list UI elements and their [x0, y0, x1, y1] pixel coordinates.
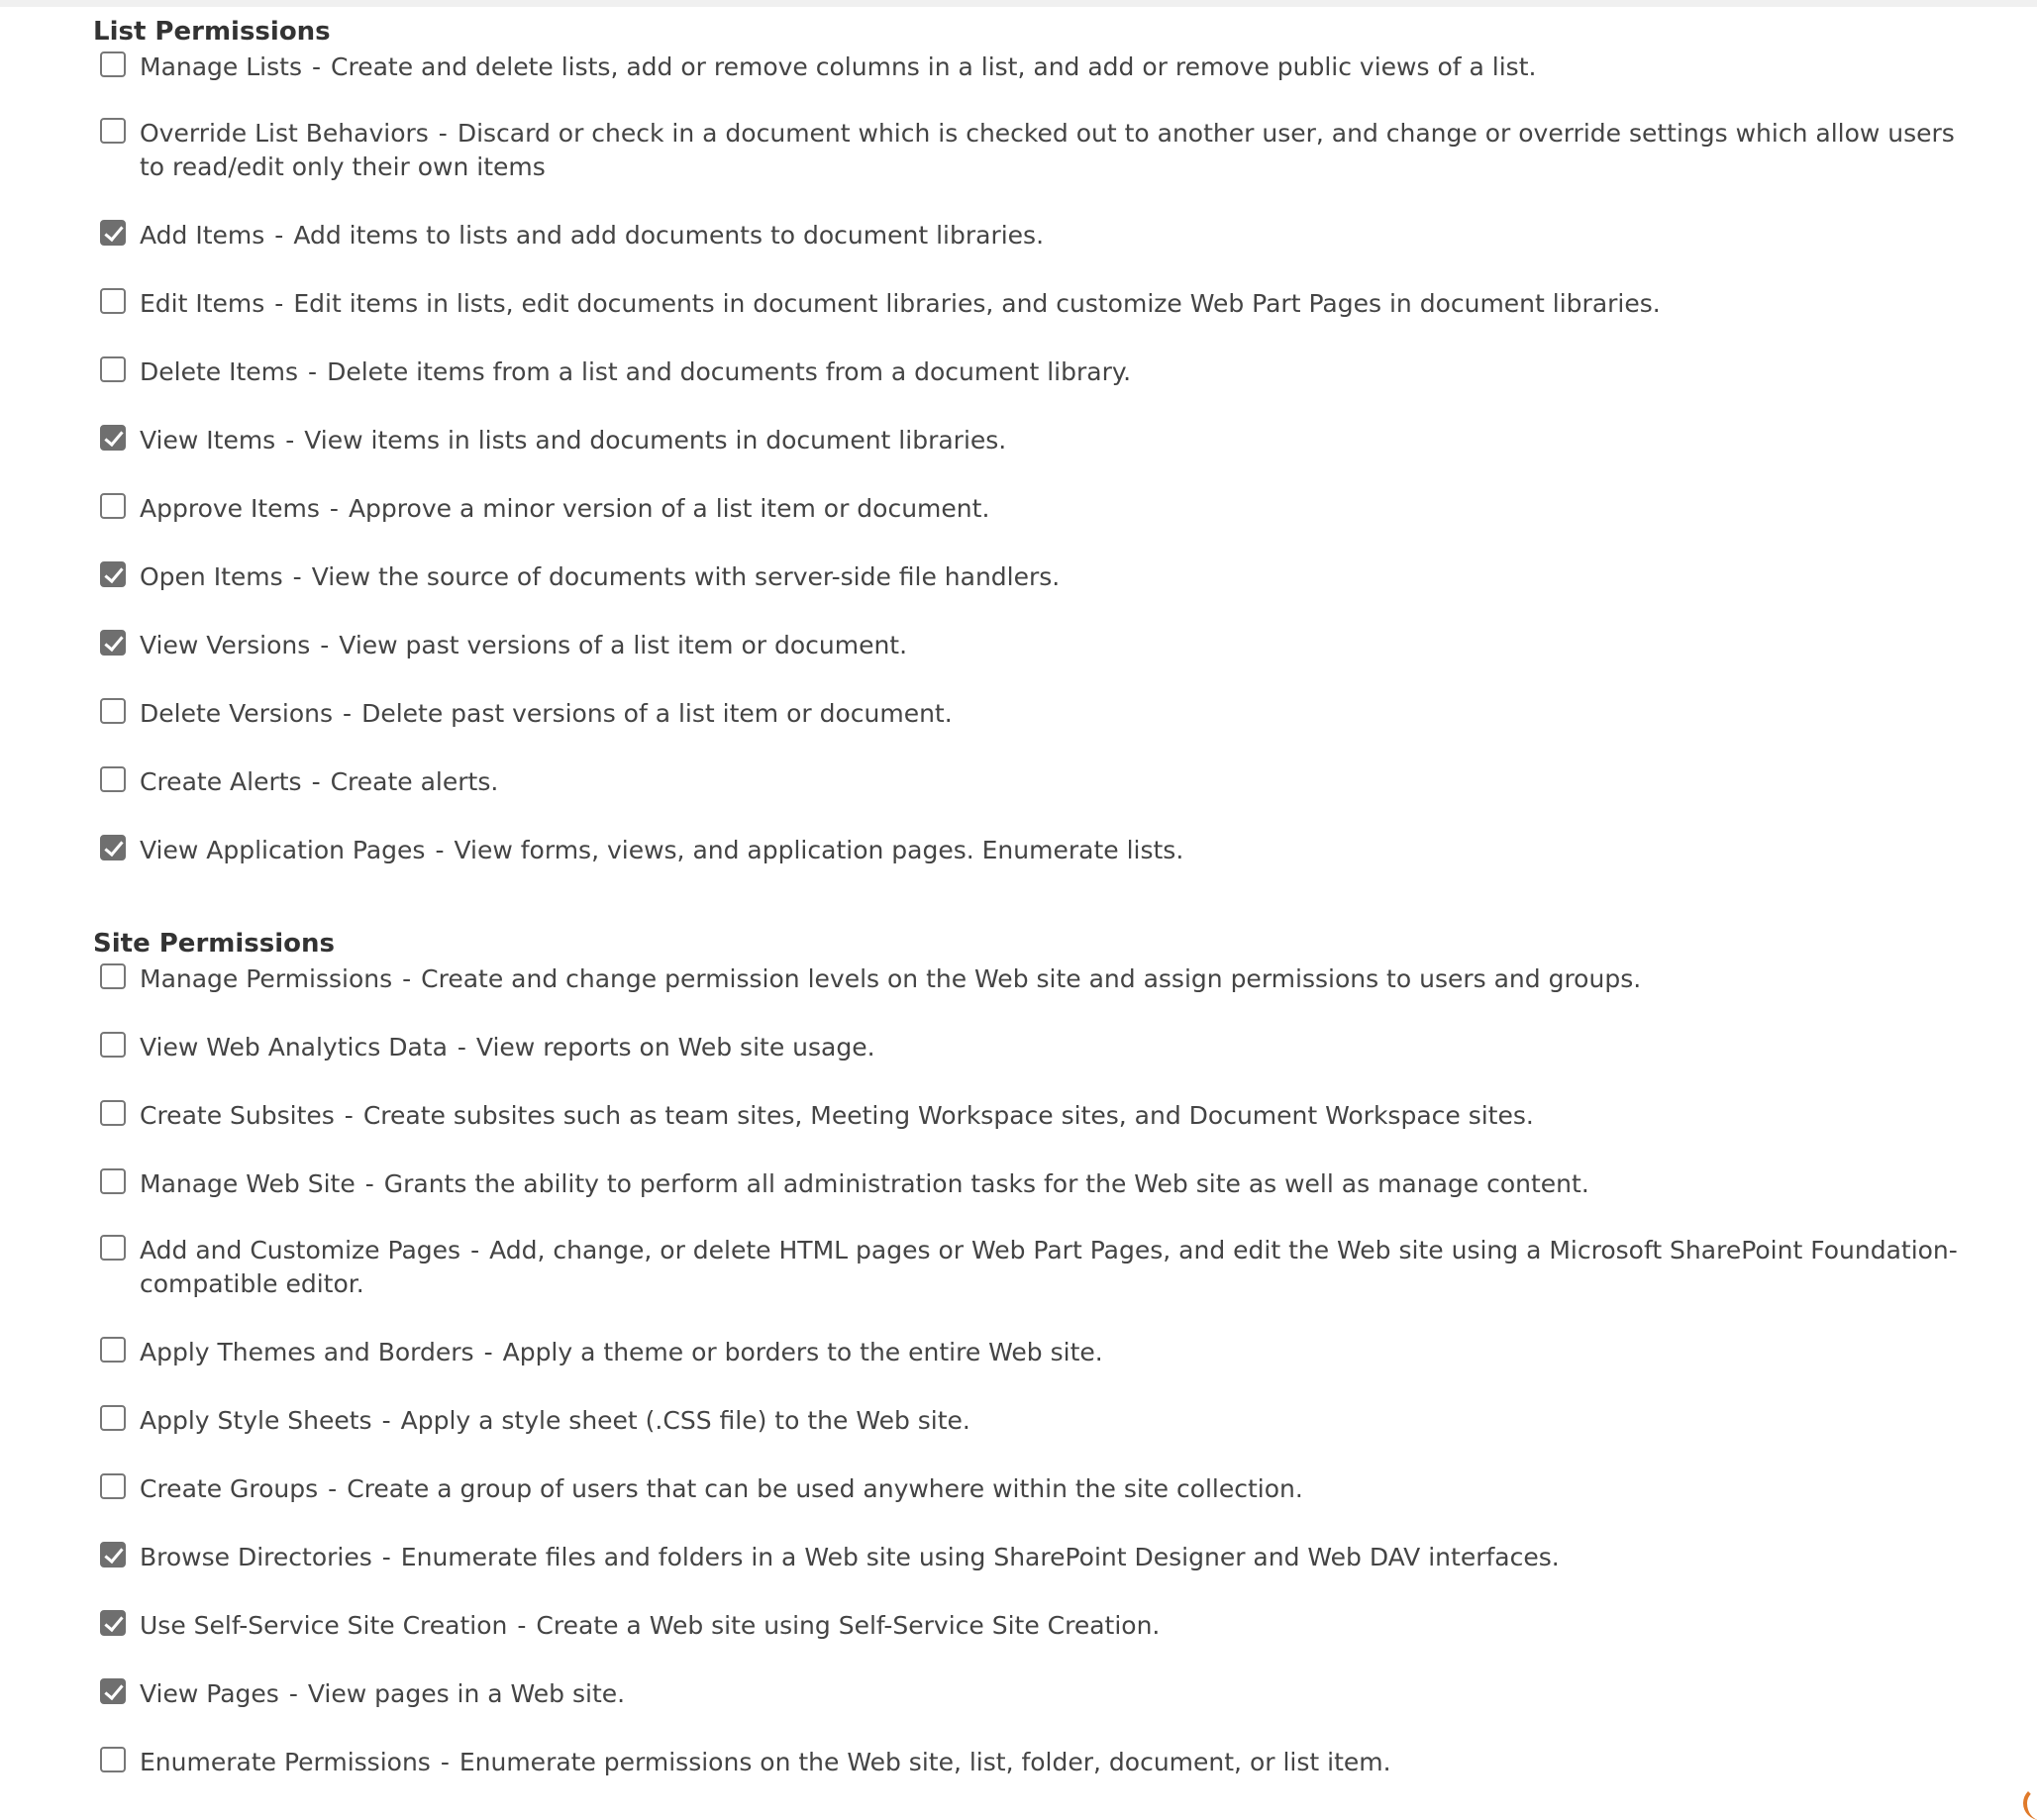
checkbox-apply-themes-and-borders[interactable]: [100, 1337, 126, 1363]
checkbox-view-web-analytics-data[interactable]: [100, 1032, 126, 1058]
permission-description: Grants the ability to perform all administration tasks for the Web site as well as manage content.: [383, 1169, 1589, 1198]
permission-text: [140, 117, 1982, 184]
permission-separator: -: [517, 1611, 527, 1640]
permission-text: [140, 219, 1982, 253]
permission-text: [140, 834, 1982, 867]
site-permissions-heading: Site Permissions: [93, 929, 335, 959]
checkbox-view-pages[interactable]: [100, 1678, 126, 1704]
checkbox-create-subsites[interactable]: [100, 1100, 126, 1126]
checkbox-browse-directories[interactable]: [100, 1542, 126, 1567]
permission-separator: -: [274, 289, 284, 318]
permission-text: [140, 1336, 1982, 1369]
permission-description: Add items to lists and add documents to document libraries.: [293, 221, 1045, 250]
permission-description: Delete past versions of a list item or document.: [361, 699, 953, 728]
permission-separator: -: [435, 836, 445, 864]
permission-description: View past versions of a list item or document.: [339, 631, 908, 659]
checkbox-use-self-service-site-creation[interactable]: [100, 1610, 126, 1636]
permission-description: Create a Web site using Self-Service Site Creation.: [536, 1611, 1161, 1640]
permission-label[interactable]: Manage Web Site: [140, 1169, 356, 1198]
checkbox-add-items[interactable]: [100, 220, 126, 246]
checkbox-apply-style-sheets[interactable]: [100, 1405, 126, 1431]
permission-label[interactable]: View Versions: [140, 631, 311, 659]
permission-text: [140, 1234, 1982, 1301]
permission-description: Create and change permission levels on the Web site and assign permissions to users and groups.: [421, 964, 1642, 993]
permission-label[interactable]: Browse Directories: [140, 1543, 372, 1571]
permission-separator: -: [470, 1236, 480, 1264]
permission-text: [140, 1541, 1982, 1574]
permission-text: [140, 1167, 1982, 1201]
permission-label[interactable]: Create Groups: [140, 1474, 319, 1503]
permission-description: Apply a style sheet (.CSS file) to the Web site.: [400, 1406, 970, 1435]
permission-separator: -: [328, 1474, 338, 1503]
permission-label[interactable]: Enumerate Permissions: [140, 1748, 431, 1776]
checkbox-create-alerts[interactable]: [100, 766, 126, 792]
permission-text: [140, 287, 1982, 321]
permission-label[interactable]: Apply Themes and Borders: [140, 1338, 474, 1366]
permission-description: Create subsites such as team sites, Meeting Workspace sites, and Document Workspace sites.: [362, 1101, 1534, 1130]
permission-label[interactable]: Override List Behaviors: [140, 119, 429, 148]
permission-separator: -: [285, 426, 295, 455]
permission-text: [140, 1472, 1982, 1506]
permission-description: Edit items in lists, edit documents in document libraries, and customize Web Part Pages in document libraries.: [293, 289, 1661, 318]
permission-separator: -: [364, 1169, 374, 1198]
permission-description: View forms, views, and application pages. Enumerate lists.: [454, 836, 1184, 864]
permission-text: [140, 1099, 1982, 1133]
permission-separator: -: [292, 562, 302, 591]
permission-separator: -: [381, 1406, 391, 1435]
permission-description: Create a group of users that can be used anywhere within the site collection.: [347, 1474, 1303, 1503]
top-divider: [0, 0, 2037, 7]
list-permissions-heading: List Permissions: [93, 17, 331, 47]
checkbox-delete-items[interactable]: [100, 356, 126, 382]
permission-separator: -: [320, 631, 330, 659]
permission-description: View reports on Web site usage.: [475, 1033, 875, 1062]
checkbox-view-versions[interactable]: [100, 630, 126, 656]
permission-label[interactable]: Edit Items: [140, 289, 265, 318]
permission-description: Apply a theme or borders to the entire Web site.: [502, 1338, 1103, 1366]
permission-label[interactable]: Add Items: [140, 221, 265, 250]
checkbox-view-application-pages[interactable]: [100, 835, 126, 860]
permission-label[interactable]: Add and Customize Pages: [140, 1236, 461, 1264]
permission-label[interactable]: Manage Lists: [140, 52, 302, 81]
checkbox-delete-versions[interactable]: [100, 698, 126, 724]
permission-label[interactable]: Use Self-Service Site Creation: [140, 1611, 508, 1640]
permission-description: Add, change, or delete HTML pages or Web Part Pages, and edit the Web site using a Microsoft SharePoint Foundation-compatible editor.: [140, 1236, 1958, 1298]
permission-label[interactable]: View Items: [140, 426, 276, 455]
checkbox-enumerate-permissions[interactable]: [100, 1747, 126, 1772]
permission-text: [140, 1031, 1982, 1064]
permission-label[interactable]: Approve Items: [140, 494, 320, 523]
permission-text: [140, 962, 1982, 996]
permission-separator: -: [343, 699, 353, 728]
permission-description: View pages in a Web site.: [307, 1679, 626, 1708]
permission-text: [140, 1609, 1982, 1643]
permission-separator: -: [329, 494, 339, 523]
permission-separator: -: [344, 1101, 354, 1130]
permission-text: [140, 355, 1982, 389]
permission-separator: -: [457, 1033, 466, 1062]
permission-label[interactable]: Open Items: [140, 562, 283, 591]
checkbox-manage-web-site[interactable]: [100, 1168, 126, 1194]
permission-text: [140, 697, 1982, 731]
permission-separator: -: [402, 964, 412, 993]
permission-text: [140, 629, 1982, 662]
permission-text: [140, 1677, 1982, 1711]
permission-text: [140, 1746, 1982, 1779]
permission-description: Enumerate files and folders in a Web site using SharePoint Designer and Web DAV interfaces.: [400, 1543, 1560, 1571]
checkbox-edit-items[interactable]: [100, 288, 126, 314]
permission-description: Enumerate permissions on the Web site, list, folder, document, or list item.: [458, 1748, 1391, 1776]
permission-description: Delete items from a list and documents from a document library.: [327, 357, 1132, 386]
permission-text: [140, 51, 1982, 84]
permission-label[interactable]: Delete Items: [140, 357, 299, 386]
permission-text: [140, 1404, 1982, 1438]
permission-label[interactable]: Delete Versions: [140, 699, 334, 728]
permission-text: [140, 424, 1982, 457]
permission-separator: -: [381, 1543, 391, 1571]
permission-separator: -: [274, 221, 284, 250]
permission-label[interactable]: Manage Permissions: [140, 964, 393, 993]
permission-label[interactable]: Create Subsites: [140, 1101, 335, 1130]
permission-separator: -: [288, 1679, 298, 1708]
permission-separator: -: [311, 52, 322, 81]
permission-label[interactable]: View Pages: [140, 1679, 279, 1708]
checkbox-manage-lists[interactable]: [100, 51, 126, 77]
checkbox-manage-permissions[interactable]: [100, 963, 126, 989]
permission-description: Create and delete lists, add or remove columns in a list, and add or remove public views of a list.: [331, 52, 1537, 81]
checkbox-add-and-customize-pages[interactable]: [100, 1235, 126, 1261]
corner-accent-icon: [2023, 1786, 2037, 1820]
permission-description: View items in lists and documents in document libraries.: [304, 426, 1007, 455]
permission-separator: -: [311, 767, 321, 796]
checkbox-open-items[interactable]: [100, 561, 126, 587]
permission-text: [140, 492, 1982, 526]
checkbox-create-groups[interactable]: [100, 1473, 126, 1499]
permission-separator: -: [308, 357, 318, 386]
permission-description: Approve a minor version of a list item or document.: [348, 494, 990, 523]
permission-text: [140, 560, 1982, 594]
permission-description: View the source of documents with server-side file handlers.: [311, 562, 1061, 591]
permission-separator: -: [440, 1748, 450, 1776]
permission-label[interactable]: View Application Pages: [140, 836, 426, 864]
checkbox-view-items[interactable]: [100, 425, 126, 451]
permission-description: Create alerts.: [330, 767, 499, 796]
permission-label[interactable]: View Web Analytics Data: [140, 1033, 448, 1062]
permission-text: [140, 765, 1982, 799]
permission-separator: -: [438, 119, 448, 148]
permission-description: Discard or check in a document which is checked out to another user, and change or override settings which allow users to read/edit only their own items: [140, 119, 1955, 181]
permission-label[interactable]: Apply Style Sheets: [140, 1406, 372, 1435]
permission-separator: -: [483, 1338, 493, 1366]
checkbox-override-list-behaviors[interactable]: [100, 118, 126, 144]
permission-label[interactable]: Create Alerts: [140, 767, 302, 796]
checkbox-approve-items[interactable]: [100, 493, 126, 519]
